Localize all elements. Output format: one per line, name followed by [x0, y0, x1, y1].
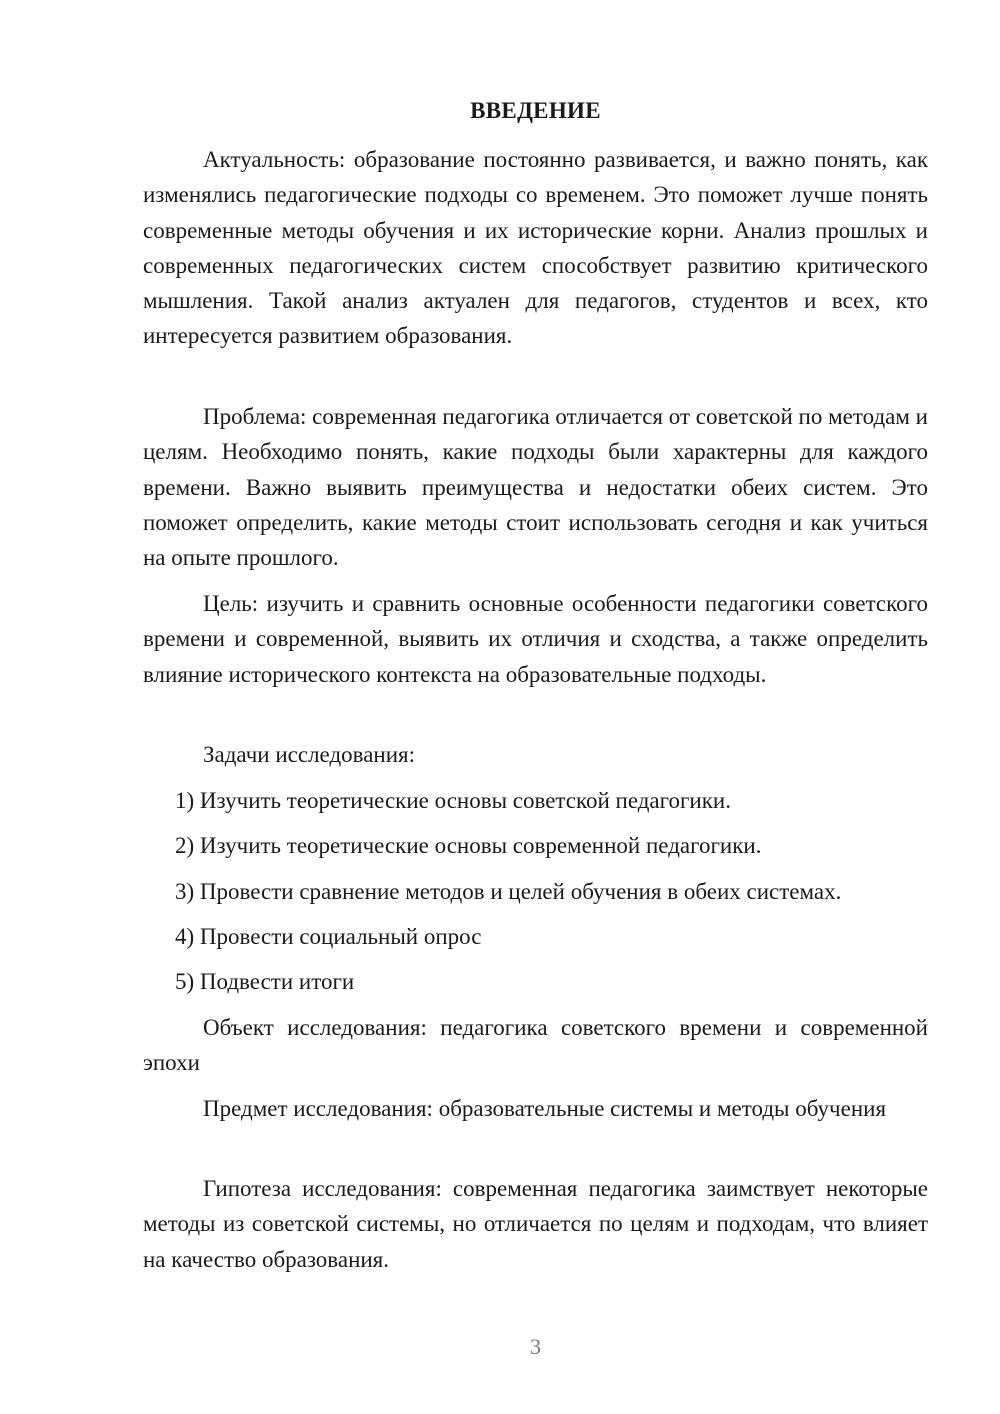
- problem-paragraph: Проблема: современная педагогика отличается от советской по методам и целям. Необходимо понять, какие подходы были характерны для каждого времени. Важно выявить преимущества и недостатки обеих систем. Это поможет определить, какие методы стоит использовать сегодня и как учиться на опыте прошлого.: [143, 404, 928, 571]
- research-object-paragraph: Объект исследования: педагогика советского времени и современной эпохи: [143, 1015, 928, 1076]
- page-number: 3: [530, 1334, 541, 1359]
- task-item-5: 5) Подвести итоги: [175, 969, 355, 994]
- page-title: ВВЕДЕНИЕ: [470, 98, 601, 123]
- goal-paragraph: Цель: изучить и сравнить основные особенности педагогики советского времени и современной, выявить их отличия и сходства, а также определить влияние исторического контекста на образовательные подходы.: [143, 591, 928, 687]
- task-item-1: 1) Изучить теоретические основы советской педагогики.: [175, 788, 731, 813]
- task-item-2: 2) Изучить теоретические основы современной педагогики.: [175, 833, 762, 858]
- relevance-paragraph: Актуальность: образование постоянно развивается, и важно понять, как изменялись педагогические подходы со временем. Это поможет лучше понять современные методы обучения и их исторические корни. Анализ прошлых и современных педагогических систем способствует развитию критического мышления. Такой анализ актуален для педагогов, студентов и всех, кто интересуется развитием образования.: [143, 147, 928, 349]
- task-item-3: 3) Провести сравнение методов и целей обучения в обеих системах.: [175, 879, 842, 904]
- research-subject-paragraph: Предмет исследования: образовательные системы и методы обучения: [203, 1096, 887, 1121]
- task-item-4: 4) Провести социальный опрос: [175, 924, 482, 949]
- research-hypothesis-paragraph: Гипотеза исследования: современная педагогика заимствует некоторые методы из советской системы, но отличается по целям и подходам, что влияет на качество образования.: [143, 1176, 928, 1272]
- document-page: [143, 0, 928, 1414]
- tasks-heading: Задачи исследования:: [203, 742, 416, 767]
